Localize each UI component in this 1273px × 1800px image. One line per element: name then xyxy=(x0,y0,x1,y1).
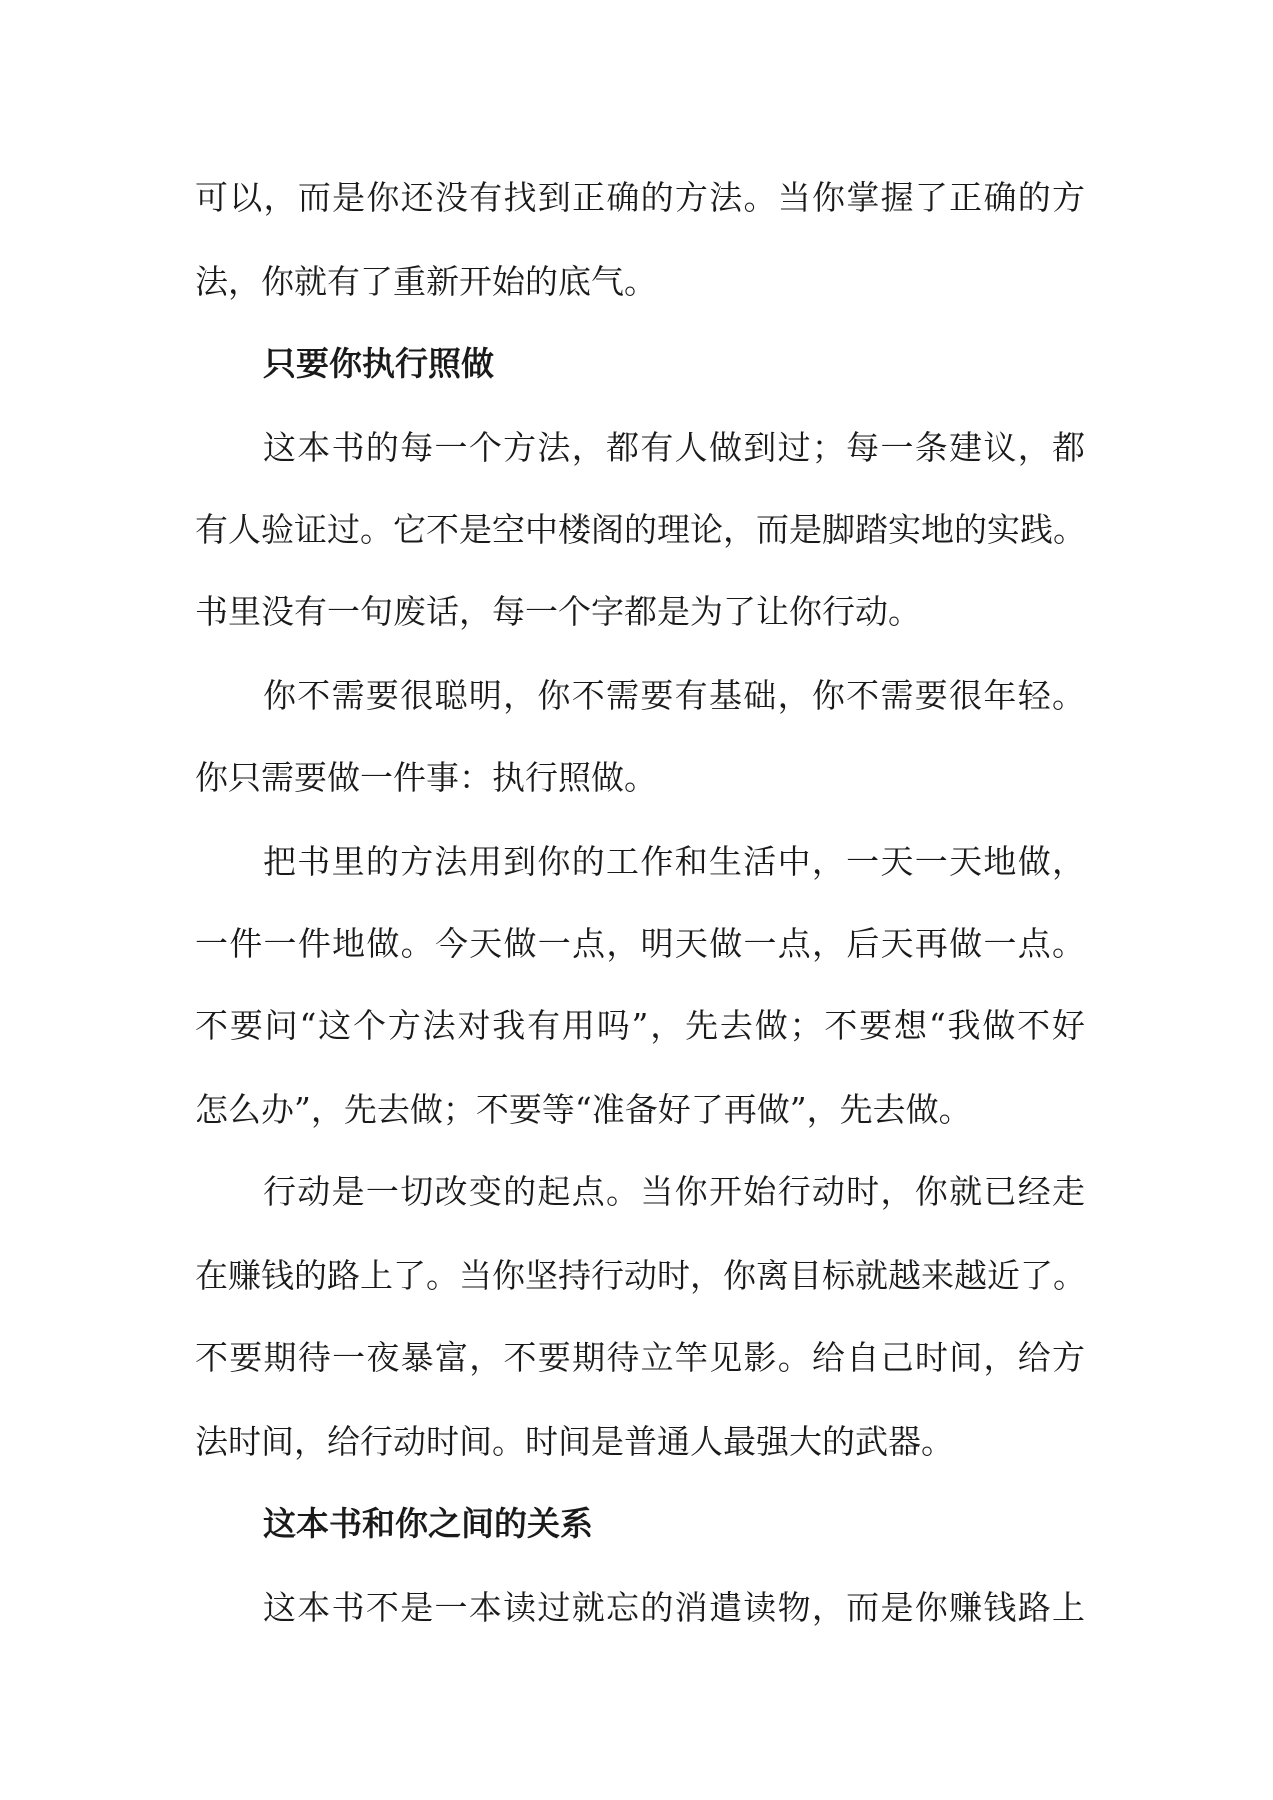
section-heading: 这本书和你之间的关系 xyxy=(263,1504,593,1543)
paragraph-line: 把书里的方法用到你的工作和生活中，一天一天地做， xyxy=(263,842,1085,881)
paragraph-line: 怎么办”，先去做；不要等“准备好了再做”，先去做。 xyxy=(195,1090,972,1129)
paragraph-line: 你只需要做一件事：执行照做。 xyxy=(195,758,657,797)
paragraph-line: 行动是一切改变的起点。当你开始行动时，你就已经走 xyxy=(263,1172,1085,1211)
paragraph-line: 书里没有一句废话，每一个字都是为了让你行动。 xyxy=(195,592,921,631)
paragraph-line: 这本书的每一个方法，都有人做到过；每一条建议，都 xyxy=(263,428,1085,467)
paragraph-line: 有人验证过。它不是空中楼阁的理论，而是脚踏实地的实践。 xyxy=(195,510,1086,549)
paragraph-line: 你不需要很聪明，你不需要有基础，你不需要很年轻。 xyxy=(263,676,1085,715)
paragraph-line: 不要期待一夜暴富，不要期待立竿见影。给自己时间，给方 xyxy=(195,1338,1085,1377)
paragraph-line: 不要问“这个方法对我有用吗”，先去做；不要想“我做不好 xyxy=(195,1006,1085,1045)
paragraph-line: 法，你就有了重新开始的底气。 xyxy=(195,262,657,301)
section-heading: 只要你执行照做 xyxy=(263,344,494,383)
paragraph-line: 一件一件地做。今天做一点，明天做一点，后天再做一点。 xyxy=(195,924,1085,963)
paragraph-line: 这本书不是一本读过就忘的消遣读物，而是你赚钱路上 xyxy=(263,1588,1085,1627)
paragraph-line: 可以，而是你还没有找到正确的方法。当你掌握了正确的方 xyxy=(195,178,1085,217)
paragraph-line: 法时间，给行动时间。时间是普通人最强大的武器。 xyxy=(195,1422,954,1461)
paragraph-line: 在赚钱的路上了。当你坚持行动时，你离目标就越来越近了。 xyxy=(195,1256,1086,1295)
